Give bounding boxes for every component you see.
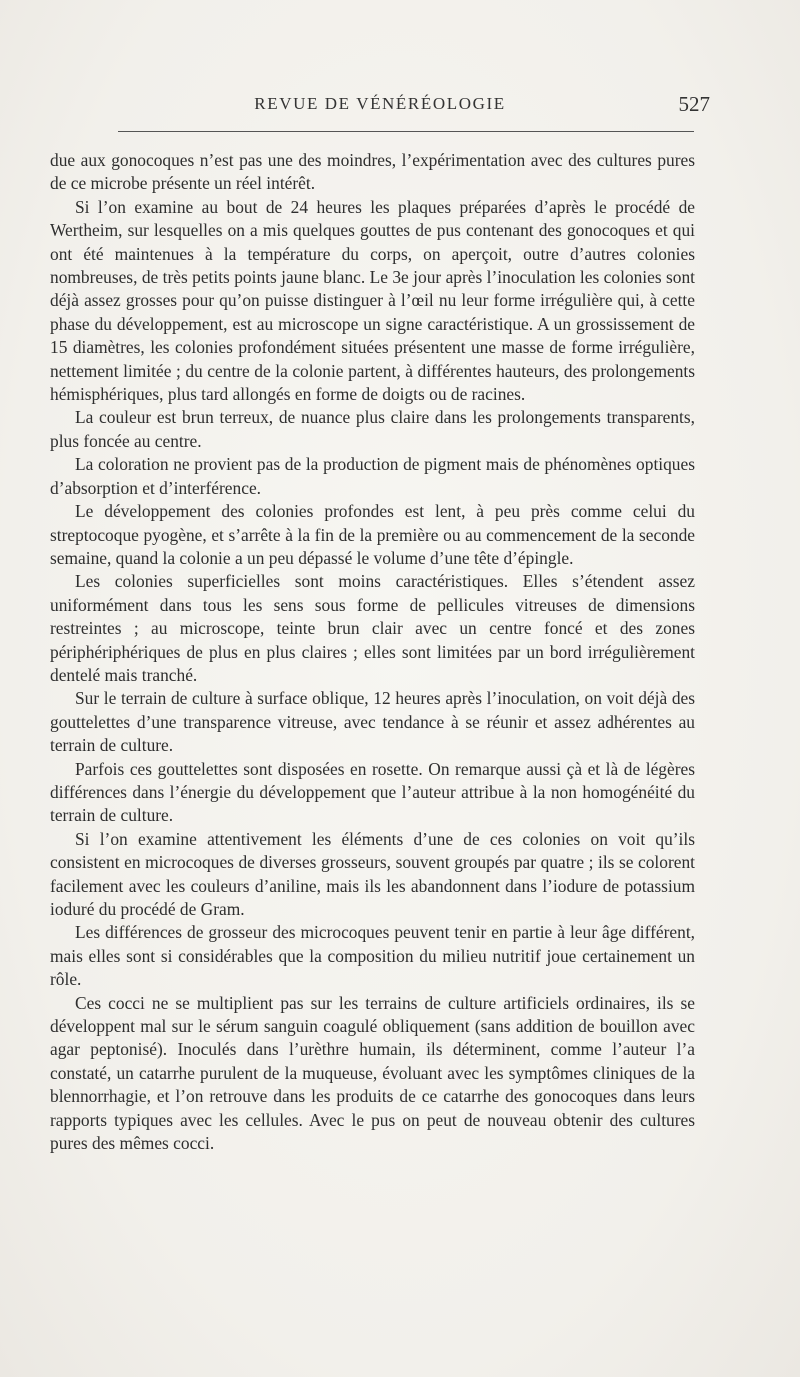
paragraph: Les colonies superficielles sont moins caractéristiques. Elles s’étendent assez uniformément dans tous les sens sous forme de pellicules vitreuses de dimensions restreintes ; au microscope, teinte brun clair avec un centre foncé et des zones périphériphériques de plus en plus claires ; elles sont limitées par un bord irrégulièrement dentelé mais tranché. (50, 571, 695, 685)
paragraph: Les différences de grosseur des microcoques peuvent tenir en partie à leur âge différent, mais elles sont si considérables que la composition du milieu nutritif joue certainement un rôle. (50, 922, 695, 990)
page-number: 527 (678, 92, 710, 116)
paragraph: La coloration ne provient pas de la production de pigment mais de phénomènes optiques d’absorption et d’interférence. (50, 454, 695, 498)
paragraph: Sur le terrain de culture à surface oblique, 12 heures après l’inoculation, on voit déjà des gouttelettes d’une transparence vitreuse, avec tendance à se réunir et assez adhérentes au terrain de culture. (50, 688, 695, 756)
paragraph: due aux gonocoques n’est pas une des moindres, l’expérimentation avec des cultures pures de ce microbe présente un réel intérêt. (50, 150, 695, 194)
paragraph: Le développement des colonies profondes est lent, à peu près comme celui du streptocoque pyogène, et s’arrête à la fin de la première ou au commencement de la seconde semaine, quand la colonie a un peu dépassé le volume d’une tête d’épingle. (50, 501, 695, 568)
header-rule (118, 131, 694, 132)
paragraph: Ces cocci ne se multiplient pas sur les terrains de culture artificiels ordinaires, ils se développent mal sur le sérum sanguin coagulé obliquement (sans addition de bouillon avec agar peptonisé). Inoculés dans l’urèthre humain, ils déterminent, comme l’auteur l’a constaté, un catarrhe purulent de la muqueuse, évoluant avec les symptômes cliniques de la blennorrhagie, et l’on retrouve dans les produits de ce catarrhe des gonocoques dans leurs rapports typiques avec les cellules. Avec le pus on peut de nouveau obtenir des cultures pures des mêmes cocci. (50, 992, 695, 1154)
paragraph: Parfois ces gouttelettes sont disposées en rosette. On remarque aussi çà et là de légères différences dans l’énergie du développement que l’auteur attribue à la non homogénéité du terrain de culture. (50, 758, 695, 826)
paragraph: La couleur est brun terreux, de nuance plus claire dans les prolongements transparents, plus foncée au centre. (50, 407, 695, 451)
paragraph: Si l’on examine attentivement les éléments d’une de ces colonies on voit qu’ils consistent en microcoques de diverses grosseurs, souvent groupés par quatre ; ils se colorent facilement avec les couleurs d’aniline, mais ils les abandonnent dans l’iodure de potassium ioduré du procédé de Gram. (50, 828, 695, 919)
article-body (50, 149, 695, 1155)
running-title: REVUE DE VÉNÉRÉOLOGIE (254, 94, 506, 113)
paragraph: Si l’on examine au bout de 24 heures les plaques préparées d’après le procédé de Wertheim, sur lesquelles on a mis quelques gouttes de pus contenant des gonocoques et qui ont été maintenues à la température du corps, on aperçoit, outre d’autres colonies nombreuses, de très petits points jaune blanc. Le 3e jour après l’inoculation les colonies sont déjà assez grosses pour qu’on puisse distinguer à l’œil nu leur forme irrégulière qui, à cette phase du développement, est au microscope un signe caractéristique. A un grossissement de 15 diamètres, les colonies profondément situées présentent une masse de forme irrégulière, nettement limitée ; du centre de la colonie partent, à différentes hauteurs, des prolongements hémisphériques, plus tard allongés en forme de doigts ou de racines. (50, 196, 695, 405)
page-header (50, 92, 710, 120)
